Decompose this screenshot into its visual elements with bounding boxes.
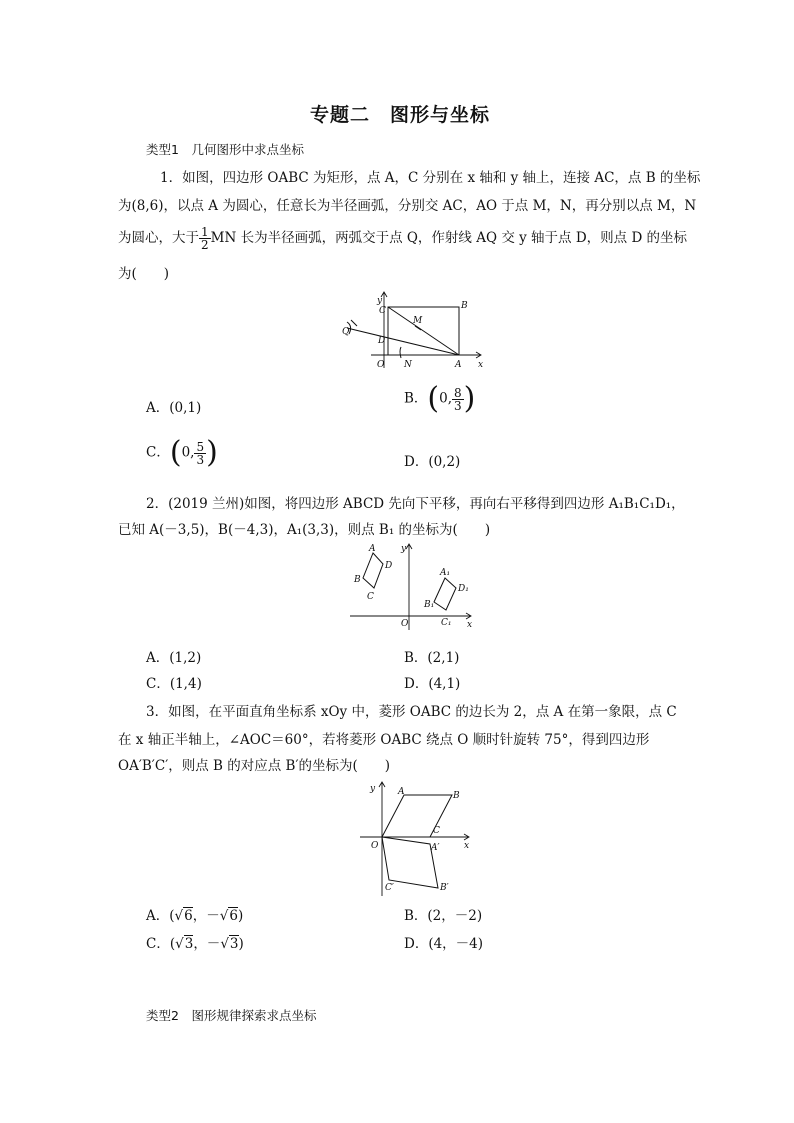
- q3-label-b-prime: B′: [440, 883, 449, 893]
- q3-rhombus-oabc: [382, 795, 452, 837]
- q1-line-3-pre: 为圆心，大于: [118, 230, 199, 246]
- q3-label-b: B: [453, 791, 460, 801]
- q3-line-1: 3．如图，在平面直角坐标系 xOy 中，菱形 OABC 的边长为 2，点 A 在第一象限，点 C: [146, 704, 677, 720]
- q2-label-d1: D₁: [458, 584, 469, 594]
- q1-label-n: N: [404, 360, 412, 370]
- q1-label-d: D: [378, 336, 386, 346]
- q2-option-d[interactable]: D．(4,1): [404, 676, 461, 692]
- q3-label-c-prime: C′: [385, 883, 394, 893]
- q1-option-d[interactable]: D．(0,2): [404, 454, 461, 470]
- q1-label-q: Q: [342, 327, 350, 337]
- q1-line-1: 1．如图，四边形 OABC 为矩形，点 A，C 分别在 x 轴和 y 轴上，连接 AC，点 B 的坐标: [160, 170, 701, 186]
- q1-line-3-post: MN 长为半径画弧，两弧交于点 Q，作射线 AQ 交 y 轴于点 D，则点 D 的坐标: [210, 230, 688, 246]
- q3-option-d[interactable]: D．(4，－4): [404, 936, 484, 952]
- q1-arc-m: [415, 326, 421, 330]
- q1-label-o: O: [377, 360, 385, 370]
- q1-label-c: C: [379, 306, 386, 316]
- q3-rhombus-rotated: [382, 837, 438, 888]
- q1-label-y: y: [377, 296, 383, 306]
- q1-option-a[interactable]: A．(0,1): [146, 400, 202, 416]
- q3-line-3: OA′B′C′，则点 B 的对应点 B′的坐标为( ): [118, 758, 391, 774]
- q3-label-a-prime: A′: [431, 843, 440, 853]
- q2-quad-a1b1c1d1: [434, 578, 456, 610]
- q1-option-c[interactable]: C．(0, $\frac{5}{3}$ ): [146, 435, 218, 470]
- q3-label-y: y: [370, 784, 376, 794]
- section-heading-1: 类型1 几何图形中求点坐标: [146, 142, 304, 157]
- page-title: 专题二 图形与坐标: [310, 104, 491, 126]
- q1-line-4: 为( ): [118, 266, 170, 282]
- q3-label-c: C: [433, 826, 440, 836]
- q2-option-b[interactable]: B．(2,1): [404, 650, 460, 666]
- q3-label-a: A: [398, 787, 405, 797]
- q2-label-o: O: [401, 619, 409, 629]
- q1-fraction: $\frac{1}{2}$: [201, 225, 209, 252]
- q1-ray-aq: [347, 328, 459, 355]
- q2-label-c1: C₁: [441, 618, 452, 628]
- q1-label-x: x: [478, 360, 484, 370]
- q3-option-a[interactable]: A．(√6，－√6): [146, 908, 244, 924]
- q1-option-b[interactable]: B．(0, $\frac{8}{3}$ ): [404, 381, 476, 416]
- q3-label-x: x: [464, 841, 470, 851]
- q2-label-c: C: [367, 592, 374, 602]
- q3-option-b[interactable]: B．(2，－2): [404, 908, 483, 924]
- q3-line-2: 在 x 轴正半轴上，∠AOC＝60°，若将菱形 OABC 绕点 O 顺时针旋转 75°，得到四边形: [118, 732, 650, 748]
- q3-figure: [358, 778, 478, 900]
- q2-label-x: x: [467, 620, 473, 630]
- section-heading-2: 类型2 图形规律探索求点坐标: [146, 1008, 317, 1023]
- q2-label-a1: A₁: [440, 568, 451, 578]
- q2-line-1: 2．(2019 兰州)如图，将四边形 ABCD 先向下平移，再向右平移得到四边形 A₁B₁C₁D₁，: [146, 496, 685, 512]
- q2-label-a: A: [369, 544, 376, 554]
- q2-label-b1: B₁: [424, 600, 435, 610]
- q1-arc-n: [400, 347, 401, 358]
- q1-line-3: [118, 226, 687, 251]
- q1-line-2: 为(8,6)，以点 A 为圆心，任意长为半径画弧，分别交 AC，AO 于点 M，N，再分别以点 M，N: [118, 198, 697, 214]
- q3-option-c[interactable]: C．(√3，－√3): [146, 936, 244, 952]
- q1-label-b: B: [461, 301, 468, 311]
- q1-diagonal-ac: [388, 307, 459, 355]
- q3-label-o: O: [371, 841, 379, 851]
- q2-line-2: 已知 A(－3,5)，B(－4,3)，A₁(3,3)，则点 B₁ 的坐标为( ): [118, 522, 491, 538]
- q2-quad-abcd: [363, 553, 383, 588]
- q1-label-a: A: [455, 360, 462, 370]
- q2-figure: [345, 540, 475, 632]
- q2-option-a[interactable]: A．(1,2): [146, 650, 202, 666]
- q2-label-b: B: [354, 575, 361, 585]
- q1-label-m: M: [413, 316, 423, 326]
- q1-figure: [335, 288, 495, 374]
- q2-option-c[interactable]: C．(1,4): [146, 676, 202, 692]
- q2-label-y: y: [401, 544, 407, 554]
- q2-label-d: D: [385, 561, 393, 571]
